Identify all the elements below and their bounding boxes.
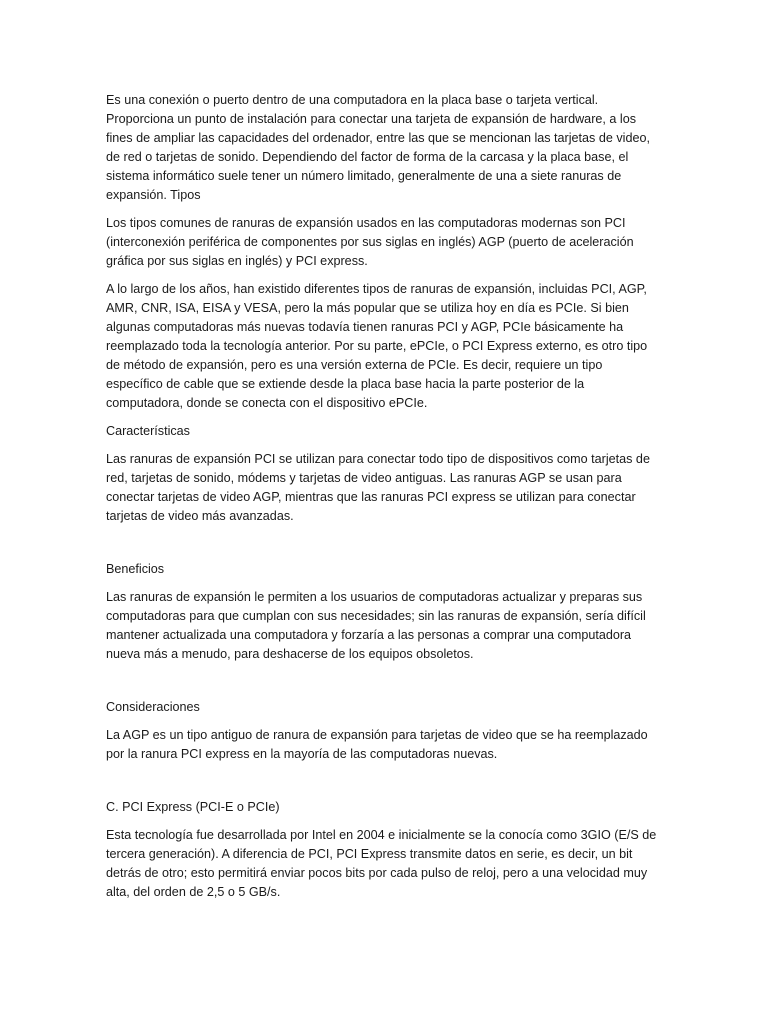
spacer <box>106 526 661 560</box>
spacer <box>106 271 661 280</box>
pcie-heading: C. PCI Express (PCI-E o PCIe) <box>106 800 280 814</box>
pcie-paragraph: Esta tecnología fue desarrollada por Intel en 2004 e inicialmente se la conocía como 3GIO (E/S de tercera generación). A diferencia de PCI, PCI Express transmite datos en serie, es decir, un bit detrás de otro; esto permitirá enviar pocos bits por cada pulso de reloj, pero a una velocidad muy alta, del orden de 2,5 o 5 GB/s. <box>106 828 657 899</box>
spacer <box>106 413 661 422</box>
beneficios-paragraph: Las ranuras de expansión le permiten a los usuarios de computadoras actualizar y preparas sus computadoras para que cumplan con sus necesidades; sin las ranuras de expansión, sería difícil mantener actualizada una computadora y forzaría a las personas a comprar una computadora nueva más a menudo, para deshacerse de los equipos obsoletos. <box>106 590 646 661</box>
caracteristicas-heading: Características <box>106 424 190 438</box>
consideraciones-heading: Consideraciones <box>106 700 200 714</box>
beneficios-heading: Beneficios <box>106 562 165 576</box>
spacer <box>106 764 661 798</box>
consideraciones-paragraph: La AGP es un tipo antiguo de ranura de expansión para tarjetas de video que se ha reemplazado por la ranura PCI express en la mayoría de las computadoras nuevas. <box>106 728 648 761</box>
intro-paragraph: Es una conexión o puerto dentro de una computadora en la placa base o tarjeta vertical. Proporciona un punto de instalación para conectar una tarjeta de expansión de hardware, a los fines de ampliar las capacidades del ordenador, entre las que se mencionan las tarjetas de video, de red o tarjetas de sonido. Dependiendo del factor de forma de la carcasa y la placa base, el sistema informático suele tener un número limitado, generalmente de una a siete ranuras de expansión. Tipos <box>106 93 650 202</box>
tipos-paragraph: Los tipos comunes de ranuras de expansión usados en las computadoras modernas son PCI (interconexión periférica de componentes por sus siglas en inglés) AGP (puerto de aceleración gráfica por sus siglas en inglés) y PCI express. <box>106 216 634 268</box>
spacer <box>106 579 661 588</box>
spacer <box>106 205 661 214</box>
spacer <box>106 717 661 726</box>
caracteristicas-paragraph: Las ranuras de expansión PCI se utilizan para conectar todo tipo de dispositivos como tarjetas de red, tarjetas de sonido, módems y tarjetas de video antiguas. Las ranuras AGP se usan para conectar tarjetas de video AGP, mientras que las ranuras PCI express se utilizan para conectar tarjetas de video más avanzadas. <box>106 452 650 523</box>
document-page <box>106 91 661 902</box>
historia-paragraph: A lo largo de los años, han existido diferentes tipos de ranuras de expansión, incluidas PCI, AGP, AMR, CNR, ISA, EISA y VESA, pero la más popular que se utiliza hoy en día es PCIe. Si bien algunas computadoras más nuevas todavía tienen ranuras PCI y AGP, PCIe básicamente ha reemplazado toda la tecnología anterior. Por su parte, ePCIe, o PCI Express externo, es otro tipo de método de expansión, pero es una versión externa de PCIe. Es decir, requiere un tipo específico de cable que se extiende desde la placa base hacia la parte posterior de la computadora, donde se conecta con el dispositivo ePCIe. <box>106 282 648 410</box>
spacer <box>106 441 661 450</box>
spacer <box>106 664 661 698</box>
spacer <box>106 817 661 826</box>
